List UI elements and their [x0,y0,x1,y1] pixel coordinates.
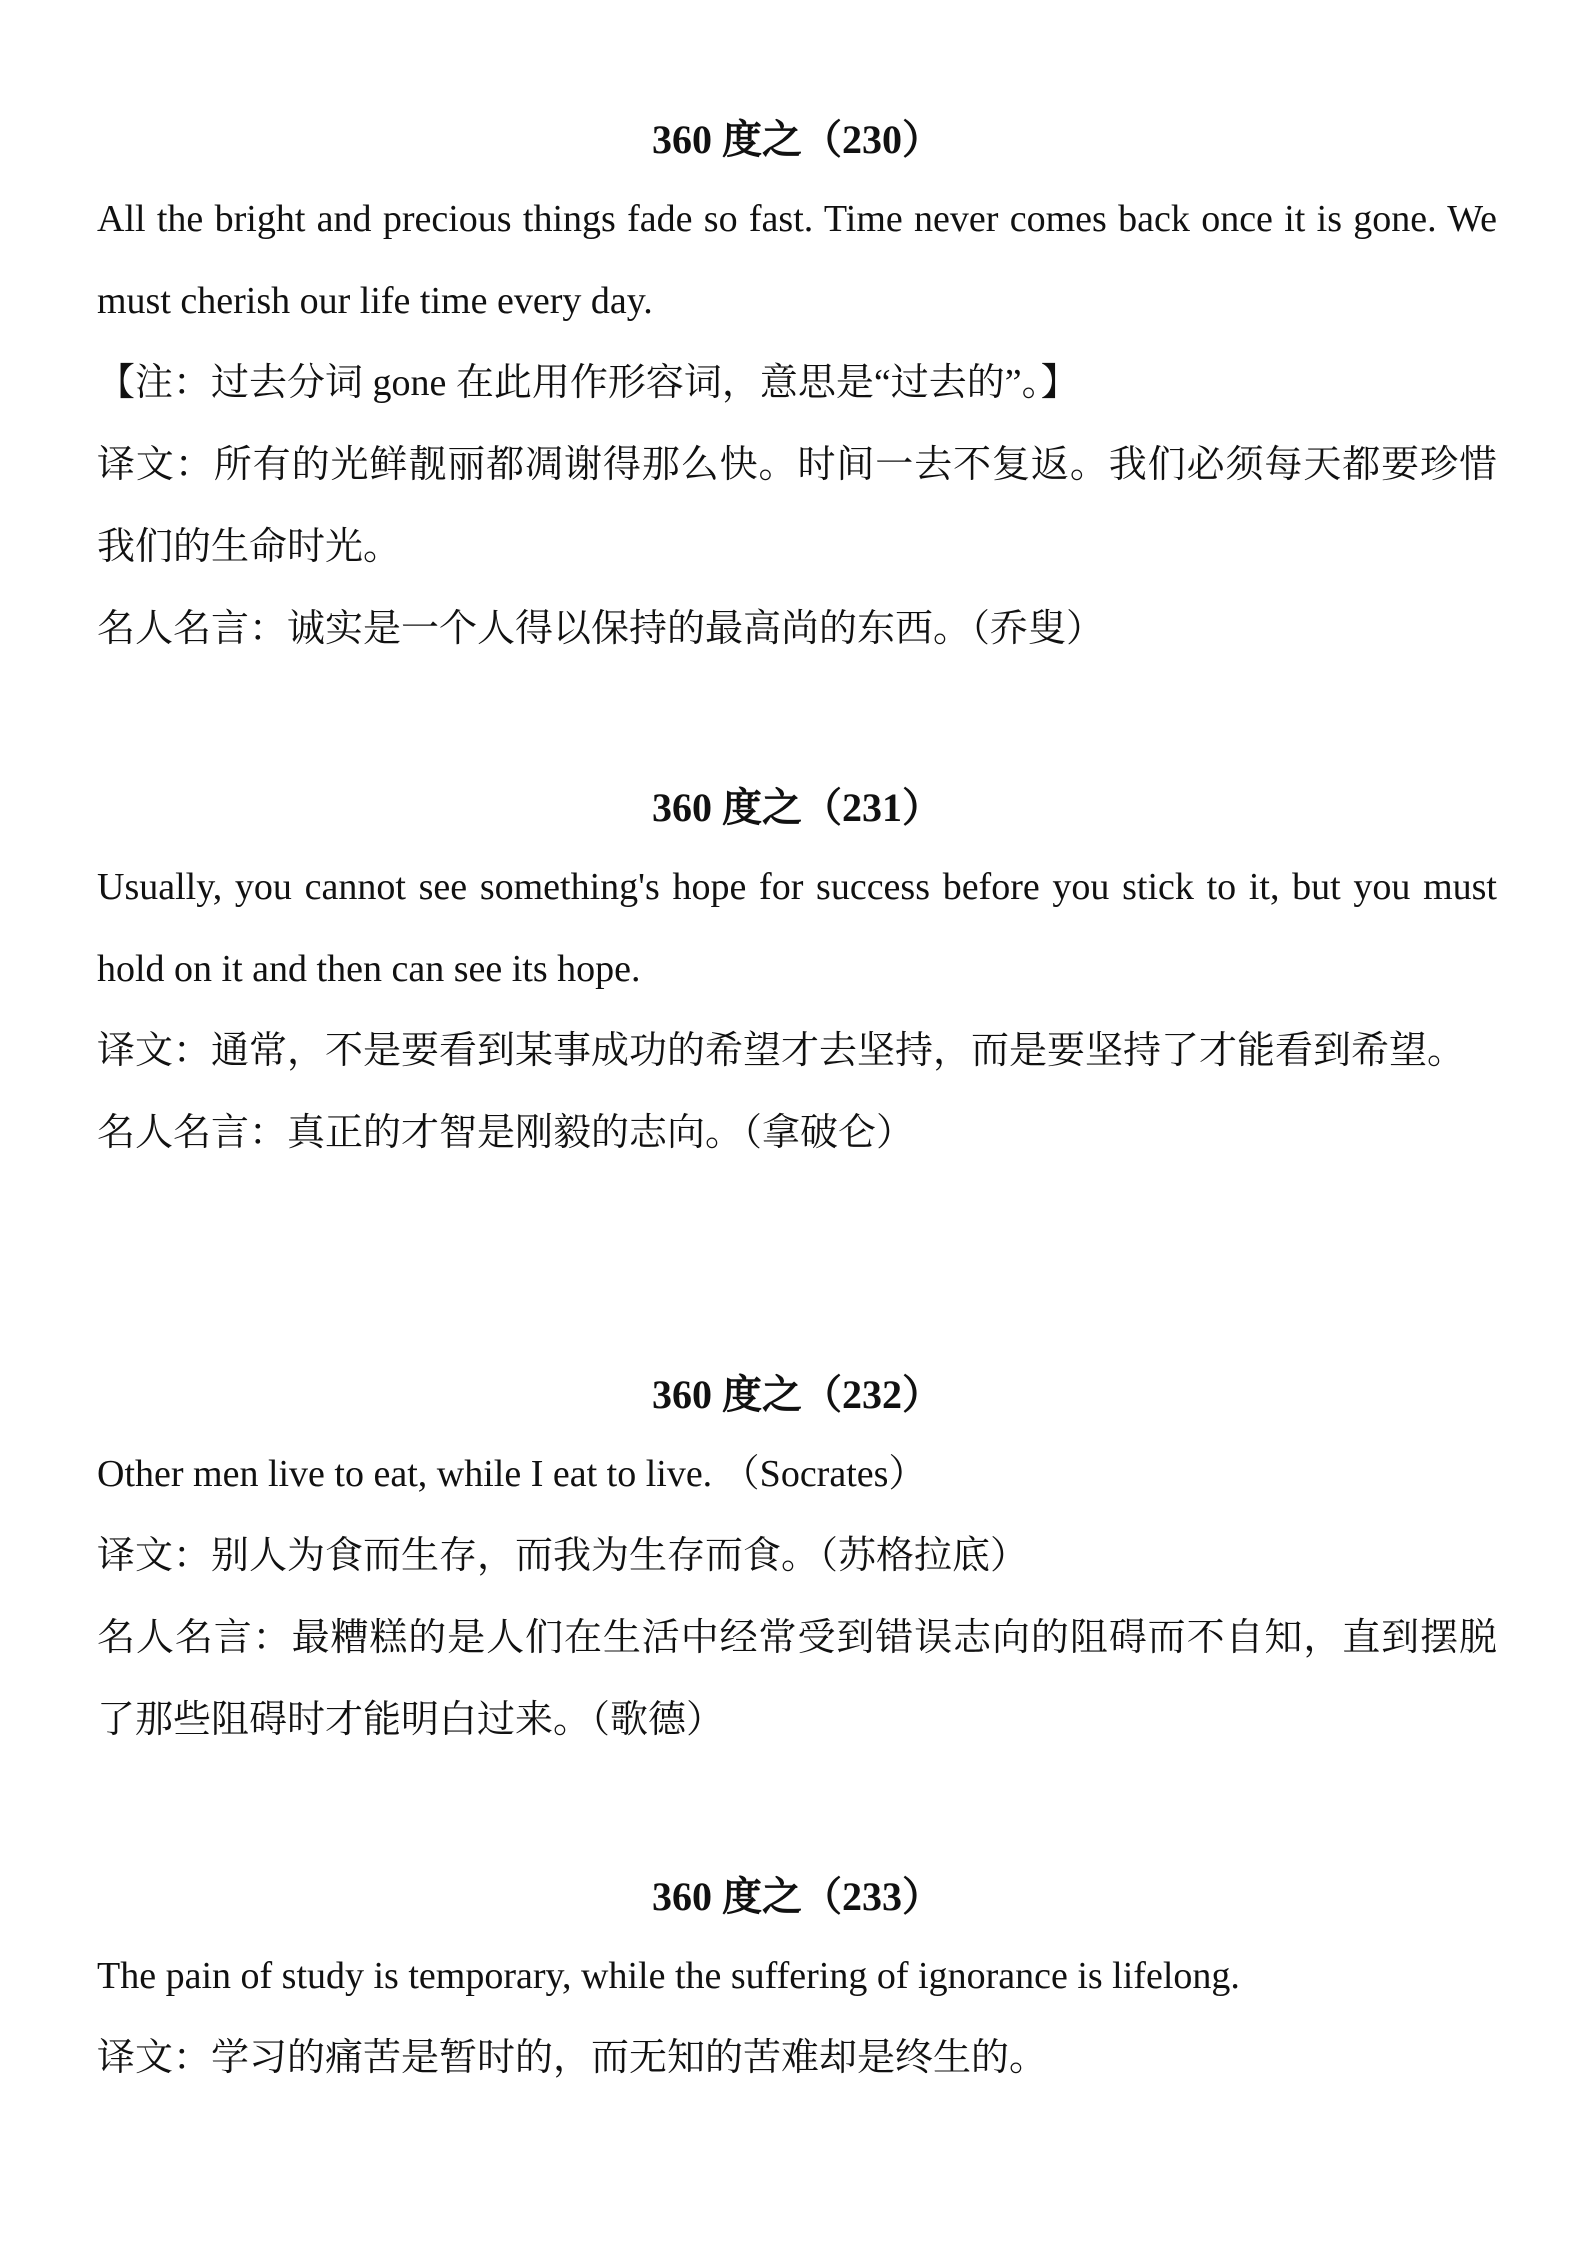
entry-heading: 360 度之（232） [652,1372,942,1417]
entry-quote: 名人名言：真正的才智是刚毅的志向。（拿破仑） [97,1112,915,1154]
entry-translation: 译文：所有的光鲜靓丽都凋谢得那么快。时间一去不复返。我们必须每天都要珍惜我们的生命时光。 [97,444,1497,568]
entry-english-text: The pain of study is temporary, while the suffering of ignorance is lifelong. [97,1955,1240,1997]
entry-translation: 译文：学习的痛苦是暂时的，而无知的苦难却是终生的。 [97,2037,1048,2079]
entry-232 [97,1369,1497,1761]
entry-heading: 360 度之（233） [652,1874,942,1919]
entry-english-text: Other men live to eat, while I eat to live. （Socrates） [97,1453,927,1495]
entry-231 [97,782,1497,1174]
entry-english-text: All the bright and precious things fade so fast. Time never comes back once it is gone. We must cherish our life time every day. [97,198,1497,322]
entry-233 [97,1871,1497,2099]
entry-quote: 名人名言：诚实是一个人得以保持的最高尚的东西。（乔叟） [97,608,1105,650]
entry-note: 【注：过去分词 gone 在此用作形容词，意思是“过去的”。】 [97,362,1079,404]
entry-quote: 名人名言：最糟糕的是人们在生活中经常受到错误志向的阻碍而不自知，直到摆脱了那些阻碍时才能明白过来。（歌德） [97,1617,1497,1741]
entry-translation: 译文：别人为食而生存，而我为生存而食。（苏格拉底） [97,1535,1029,1577]
entry-english-text: Usually, you cannot see something's hope for success before you stick to it, but you must hold on it and then can see its hope. [97,866,1497,990]
entry-heading: 360 度之（230） [652,117,942,162]
entry-heading: 360 度之（231） [652,785,942,830]
entry-translation: 译文：通常，不是要看到某事成功的希望才去坚持，而是要坚持了才能看到希望。 [97,1030,1466,1072]
entry-230 [97,114,1497,670]
